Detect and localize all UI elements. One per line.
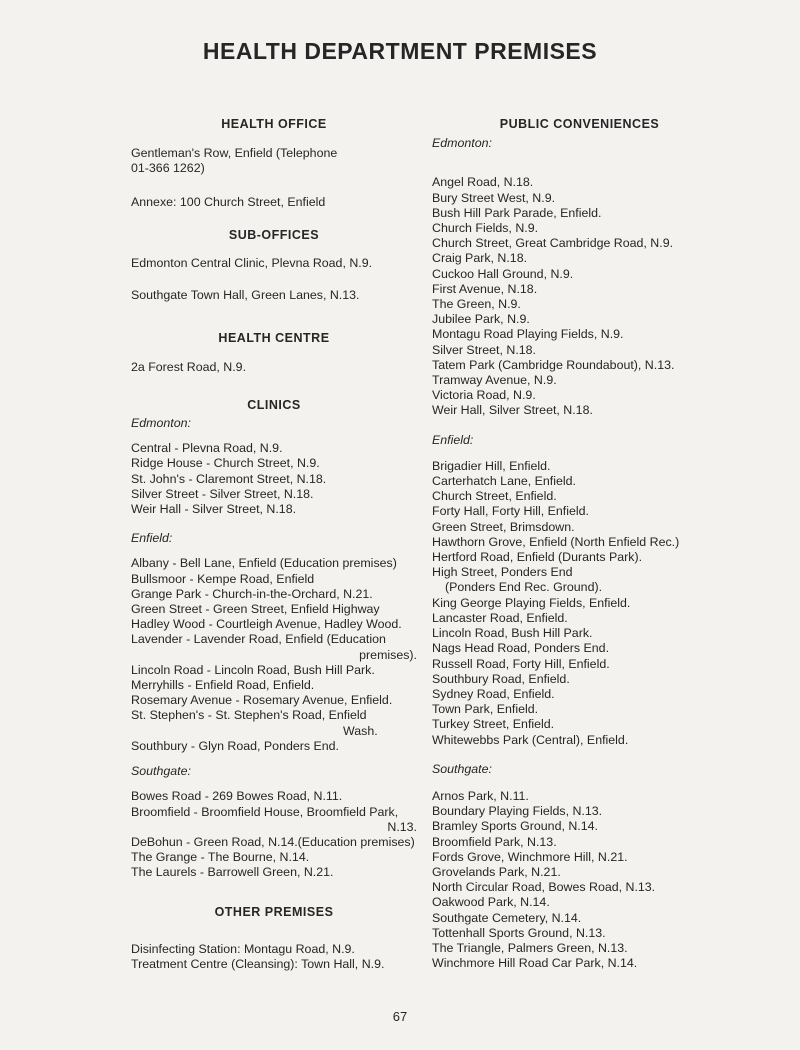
other-premises-heading: OTHER PREMISES (214, 904, 334, 919)
clinic-item: The Grange - The Bourne, N.14. (131, 850, 310, 865)
health-centre-address: 2a Forest Road, N.9. (131, 359, 247, 374)
convenience-item: Hawthorn Grove, Enfield (North Enfield Rec.) (432, 534, 680, 549)
other-premises-item: Disinfecting Station: Montagu Road, N.9. (131, 941, 355, 956)
convenience-item: Carterhatch Lane, Enfield. (432, 474, 576, 489)
convenience-item: The Triangle, Palmers Green, N.13. (432, 940, 628, 955)
page-title: HEALTH DEPARTMENT PREMISES (202, 38, 598, 64)
clinic-item: St. John's - Claremont Street, N.18. (131, 471, 327, 486)
edmonton-subheading: Edmonton: (432, 136, 492, 151)
convenience-item: First Avenue, N.18. (432, 281, 538, 296)
convenience-item: Craig Park, N.18. (432, 251, 528, 266)
convenience-item: Brigadier Hill, Enfield. (432, 458, 551, 473)
clinic-item: Grange Park - Church-in-the-Orchard, N.21. (131, 586, 373, 601)
convenience-item: High Street, Ponders End (432, 565, 573, 580)
convenience-item: Montagu Road Playing Fields, N.9. (432, 327, 624, 342)
clinic-item: Lavender - Lavender Road, Enfield (Education (131, 632, 386, 647)
convenience-item: Southbury Road, Enfield. (432, 671, 570, 686)
convenience-item: Green Street, Brimsdown. (432, 519, 575, 534)
public-conveniences-heading: PUBLIC CONVENIENCES (499, 117, 660, 131)
clinic-item: DeBohun - Green Road, N.14.(Education premises) (131, 834, 415, 849)
clinic-item: Green Street - Green Street, Enfield Highway (131, 602, 380, 617)
clinic-item: Broomfield - Broomfield House, Broomfield Park, (131, 804, 399, 819)
sub-office-item: Edmonton Central Clinic, Plevna Road, N.9. (131, 256, 373, 271)
right-column (432, 117, 727, 971)
convenience-item: Tatem Park (Cambridge Roundabout), N.13. (432, 357, 675, 372)
health-office-line: Gentleman's Row, Enfield (Telephone (131, 146, 338, 161)
convenience-item: Broomfield Park, N.13. (432, 834, 557, 849)
clinic-item-continued: premises). (359, 647, 417, 662)
southgate-subheading: Southgate: (131, 764, 191, 779)
convenience-item: Bramley Sports Ground, N.14. (432, 819, 598, 834)
southgate-subheading: Southgate: (432, 761, 492, 776)
sub-office-item: Southgate Town Hall, Green Lanes, N.13. (131, 288, 360, 303)
clinic-item: Ridge House - Church Street, N.9. (131, 456, 320, 471)
convenience-item: Church Fields, N.9. (432, 221, 539, 236)
convenience-item: Bush Hill Park Parade, Enfield. (432, 205, 602, 220)
convenience-item: King George Playing Fields, Enfield. (432, 595, 631, 610)
enfield-subheading: Enfield: (131, 531, 173, 546)
clinic-item: Bullsmoor - Kempe Road, Enfield (131, 571, 315, 586)
convenience-item: The Green, N.9. (432, 297, 521, 312)
sub-offices-heading: SUB-OFFICES (228, 227, 320, 242)
convenience-item: Southgate Cemetery, N.14. (432, 910, 582, 925)
convenience-item: Boundary Playing Fields, N.13. (432, 804, 603, 819)
convenience-item: Cuckoo Hall Ground, N.9. (432, 266, 574, 281)
health-centre-heading: HEALTH CENTRE (218, 331, 330, 346)
health-office-heading: HEALTH OFFICE (221, 117, 327, 131)
convenience-item: Tottenhall Sports Ground, N.13. (432, 925, 606, 940)
clinic-item: The Laurels - Barrowell Green, N.21. (131, 865, 334, 880)
convenience-item: Church Street, Enfield. (432, 489, 557, 504)
convenience-item: Turkey Street, Enfield. (432, 717, 555, 732)
convenience-item: Jubilee Park, N.9. (432, 312, 530, 327)
clinic-item: Lincoln Road - Lincoln Road, Bush Hill Park. (131, 662, 375, 677)
clinic-item: Central - Plevna Road, N.9. (131, 441, 283, 456)
convenience-item: Weir Hall, Silver Street, N.18. (432, 403, 593, 418)
convenience-item: Lancaster Road, Enfield. (432, 610, 568, 625)
clinic-item: Rosemary Avenue - Rosemary Avenue, Enfield. (131, 693, 393, 708)
clinic-item: Albany - Bell Lane, Enfield (Education premises) (131, 556, 397, 571)
left-column (131, 117, 417, 972)
clinic-item: Weir Hall - Silver Street, N.18. (131, 502, 297, 517)
convenience-item: Oakwood Park, N.14. (432, 895, 550, 910)
convenience-item: Bury Street West, N.9. (432, 190, 556, 205)
annexe-line: Annexe: 100 Church Street, Enfield (131, 194, 326, 209)
convenience-item: Winchmore Hill Road Car Park, N.14. (432, 956, 638, 971)
convenience-item: Angel Road, N.18. (432, 175, 534, 190)
convenience-item: Tramway Avenue, N.9. (432, 373, 557, 388)
convenience-item: Hertford Road, Enfield (Durants Park). (432, 550, 643, 565)
convenience-item: Grovelands Park, N.21. (432, 864, 561, 879)
convenience-item: Nags Head Road, Ponders End. (432, 641, 610, 656)
convenience-item: Sydney Road, Enfield. (432, 686, 555, 701)
convenience-item: Church Street, Great Cambridge Road, N.9. (432, 236, 674, 251)
clinic-item: Southbury - Glyn Road, Ponders End. (131, 738, 340, 753)
clinic-item: Hadley Wood - Courtleigh Avenue, Hadley Wood. (131, 617, 402, 632)
clinic-item: Merryhills - Enfield Road, Enfield. (131, 678, 315, 693)
edmonton-subheading: Edmonton: (131, 416, 191, 431)
clinics-heading: CLINICS (247, 397, 301, 412)
health-office-line: 01-366 1262) (131, 161, 205, 176)
convenience-item-continued: (Ponders End Rec. Ground). (445, 580, 603, 595)
convenience-item: Forty Hall, Forty Hill, Enfield. (432, 504, 589, 519)
convenience-item: Silver Street, N.18. (432, 342, 536, 357)
other-premises-item: Treatment Centre (Cleansing): Town Hall, N.9. (131, 956, 385, 971)
clinic-item-continued: N.13. (387, 819, 417, 834)
convenience-item: Fords Grove, Winchmore Hill, N.21. (432, 849, 628, 864)
enfield-subheading: Enfield: (432, 432, 474, 447)
clinic-item: St. Stephen's - St. Stephen's Road, Enfield (131, 708, 367, 723)
clinic-item: Silver Street - Silver Street, N.18. (131, 486, 314, 501)
convenience-item: Lincoln Road, Bush Hill Park. (432, 626, 593, 641)
clinic-item: Bowes Road - 269 Bowes Road, N.11. (131, 789, 343, 804)
convenience-item: Victoria Road, N.9. (432, 388, 536, 403)
convenience-item: North Circular Road, Bowes Road, N.13. (432, 880, 656, 895)
convenience-item: Town Park, Enfield. (432, 702, 539, 717)
convenience-item: Whitewebbs Park (Central), Enfield. (432, 732, 629, 747)
convenience-item: Arnos Park, N.11. (432, 788, 529, 803)
convenience-item: Russell Road, Forty Hill, Enfield. (432, 656, 610, 671)
page-number: 67 (392, 1009, 408, 1024)
clinic-item-continued: Wash. (343, 723, 378, 738)
